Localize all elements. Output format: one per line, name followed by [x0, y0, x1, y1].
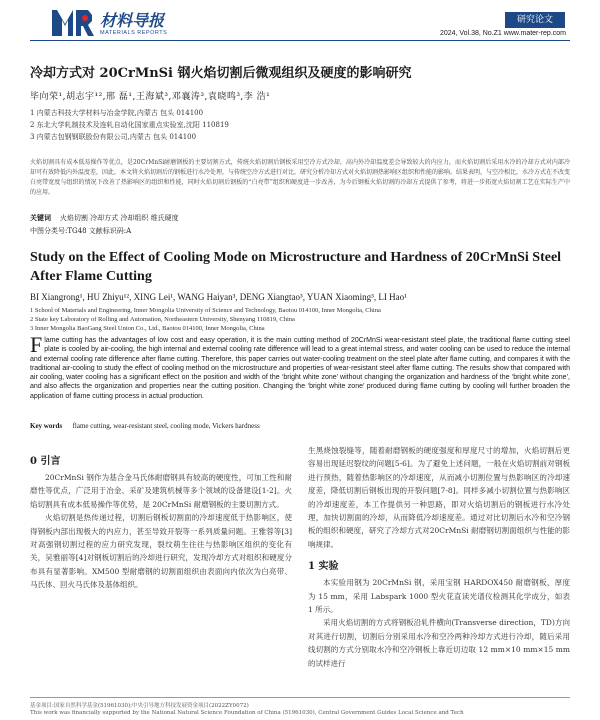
- section-tag: 研究论文: [505, 12, 565, 28]
- experiment-paragraph-1: 本实验用钢为 20CrMnSi 钢，采用宝钢 HARDOX450 耐磨钢板，厚度为 15 mm，采用 Labspark 1000 型火花直读光谱仪检测其化学成分，如表 1 所示。: [308, 578, 570, 615]
- abstract-en: [30, 332, 570, 401]
- journal-name-en: MATERIALS REPORTS: [100, 30, 168, 36]
- footnote-funding-zh: 基金项目:国家自然科学基金(51961030);中央引导地方科技发展资金项目(2022ZY0072): [30, 703, 249, 709]
- affiliation-en-1: 1 School of Materials and Engineering, Inner Mongolia University of Science and Technology, Baotou 014100, Inner Mongolia, China: [30, 307, 381, 314]
- experiment-paragraph-2: 采用火焰切割的方式将钢板沿轧件横向(Transverse direction，TD)方向对其进行切割，切割后分别采用水冷和空冷两种冷却方式进行冷却，随后采用线切割的方式分别取水冷和空冷钢板上靠近切边取 12 mm×10 mm×15 mm 的试样进行: [308, 618, 570, 668]
- keywords-zh-label: 关键词: [30, 213, 51, 222]
- journal-name-zh: 材料导报: [100, 11, 165, 30]
- experiment-heading: 1 实验: [308, 561, 339, 573]
- keywords-en: [30, 422, 570, 430]
- title-zh: 冷却方式对 20CrMnSi 钢火焰切割后微观组织及硬度的影响研究: [30, 66, 412, 81]
- abstract-en-text: lame cutting has the advantages of low cost and easy operation, it is the main cutting method of 20CrMnSi wear-resistant steel plate, the traditional flame cutting steel plate is cooled by air-cooling, the high internal and external cooling rate difference will lead to a great internal stress, and water cooling can be used to reduce the internal and external cooling rate difference after flame cutting. Therefore, this paper carries out water-cooling treatment on the steel plate after flame cutting, and compares it with the traditional air-cooling to study the effect of cooling method on the microstructure and properties of wear-resistant steel after flame cutting. The results show that compared with air cooling, water cooling has a significant effect on the position and width of the ‘bright white zone’ without changing the organization and hardness of the ‘bright white zone’, and also affects the organization and properties near the cutting position. Changing the ‘bright white zone’ produced during flame cutting by cooling will further broaden the application of flame cutting process in actual production.: [30, 337, 570, 400]
- footnote-divider: [30, 697, 570, 698]
- header-divider: [30, 40, 570, 41]
- classification-zh: 中图分类号:TG48 文献标识码:A: [30, 227, 132, 235]
- title-en: Study on the Effect of Cooling Mode on Microstructure and Hardness of 20CrMnSi Steel After Flame Cutting: [30, 250, 562, 284]
- affiliation-zh-2: 2 东北大学轧制技术及连轧自动化国家重点实验室,沈阳 110819: [30, 121, 229, 129]
- issue-info: 2024, Vol.38, No.Z1 www.mater-rep.com: [439, 30, 566, 37]
- affiliation-en-3: 3 Inner Mongolia BaoGang Steel Union Co., Ltd., Baotou 014100, Inner Mongolia, China: [30, 325, 265, 332]
- intro-paragraph-2: 火焰切割是热传递过程，切割后钢板切割面的冷却速度低于热影响区，使得钢板内部出现极大的内应力，甚至导致开裂等一系列质量问题。王雅蓉等[3]对高强钢切割过程的应力研究发现，裂纹萌生往往与热影响区组织的变化有关，吴雅丽等[4]对钢板切割后的冷却进行研究，发现冷却方式对组织和硬度分布具有显著影响。XM500 型耐磨钢的切割面组织由表面向内依次为白亮带、马氏体、回火马氏体及基体组织。: [30, 513, 292, 590]
- keywords-en-label: Key words: [30, 422, 63, 430]
- right-column: [308, 444, 570, 694]
- journal-logo: [52, 6, 212, 40]
- keywords-zh-text: 火焰切割 冷却方式 冷却组织 维氏硬度: [59, 214, 179, 222]
- footnote-funding-en: This work was financially supported by the National Natural Science Foundation of China (51961030), Central Government Guides Local Science and Tech: [30, 710, 464, 716]
- left-column: [30, 444, 292, 694]
- authors-en: BI Xiangrong¹, HU Zhiyu¹², XING Lei¹, WANG Haiyan³, DENG Xiangtao³, YUAN Xiaoming³, LI Hao¹: [30, 292, 407, 302]
- keywords-en-text: flame cutting, wear-resistant steel, cooling mode, Vickers hardness: [72, 422, 260, 430]
- authors-zh: 毕向荣¹,胡志宇¹²,邢 磊¹,王海斌³,邓襄涛³,袁晓鸣³,李 浩¹: [30, 92, 271, 102]
- affiliation-zh-1: 1 内蒙古科技大学材料与冶金学院,内蒙古 包头 014100: [30, 109, 204, 117]
- affiliation-en-2: 2 State key Laboratory of Rolling and Automation, Northeastern University, Shenyang 110819, China: [30, 316, 295, 323]
- intro-paragraph-3: 生黑烧蚀裂缝等，随着耐磨钢板的硬度强度和厚度尺寸的增加，火焰切割后更容易出现延迟裂纹的问题[5-6]。为了避免上述问题，一般在火焰切割前对钢板进行预热，随着热影响区的冷却速度，从而减小切割位置与热影响区的冷却速度差，降低切割后钢板出现的开裂问题[7-8]。同样多减小切割位置与热影响区的冷却速度差，本工作提供另一种思路，即对火焰切割后的钢板进行水冷处理，加快切割面的冷却，从而降低冷却速度差。通过对比切割后水冷和空冷钢板的组织和硬度，研究了冷却方式对20CrMnSi 耐磨钢切割面组织与性能的影响规律。: [308, 446, 570, 549]
- affiliation-zh-3: 3 内蒙古包钢钢联股份有限公司,内蒙古 包头 014100: [30, 133, 197, 141]
- intro-paragraph-1: 20CrMnSi 钢作为基合金马氏体耐磨钢具有较高的硬度性，可加工性和耐磨性等优点，广泛用于冶金、采矿及建筑机械等多个领域的设备建设[1-2]。火焰切割具有成本低易操作等优势，是 20CrMnSi 耐磨钢板的主要切割方式。: [30, 473, 292, 509]
- intro-heading: 0 引言: [30, 456, 61, 467]
- abstract-en-dropcap: F: [30, 332, 43, 357]
- abstract-zh: 火焰切割具有成本低易操作等优点，是20CrMnSi耐磨钢板的主要切割方式，传统火焰切割后钢板采用空冷方式冷却，高内外冷却温度差会导致较大的内应力，而火焰切割后采用水冷的冷却方式对内部冷却可有效降低内外温度差，因此，本文将火焰切割后的钢板进行水冷处理，与传统空冷方式进行对比，研究分析冷却方式对火焰切割热影响区组织和性能的影响。结果表明，与空冷相比，水冷方式在不改变白亮带宽度与组织的情况下改善了热影响区的组织和性能，同时火焰切割后钢板的“白亮带”组织和硬度进一步改善，为今后钢板火焰切割的冷却方式提供了参考，将进一步拓宽火焰切割工艺在实际生产中的应用。: [30, 159, 571, 196]
- keywords-zh: [30, 213, 570, 223]
